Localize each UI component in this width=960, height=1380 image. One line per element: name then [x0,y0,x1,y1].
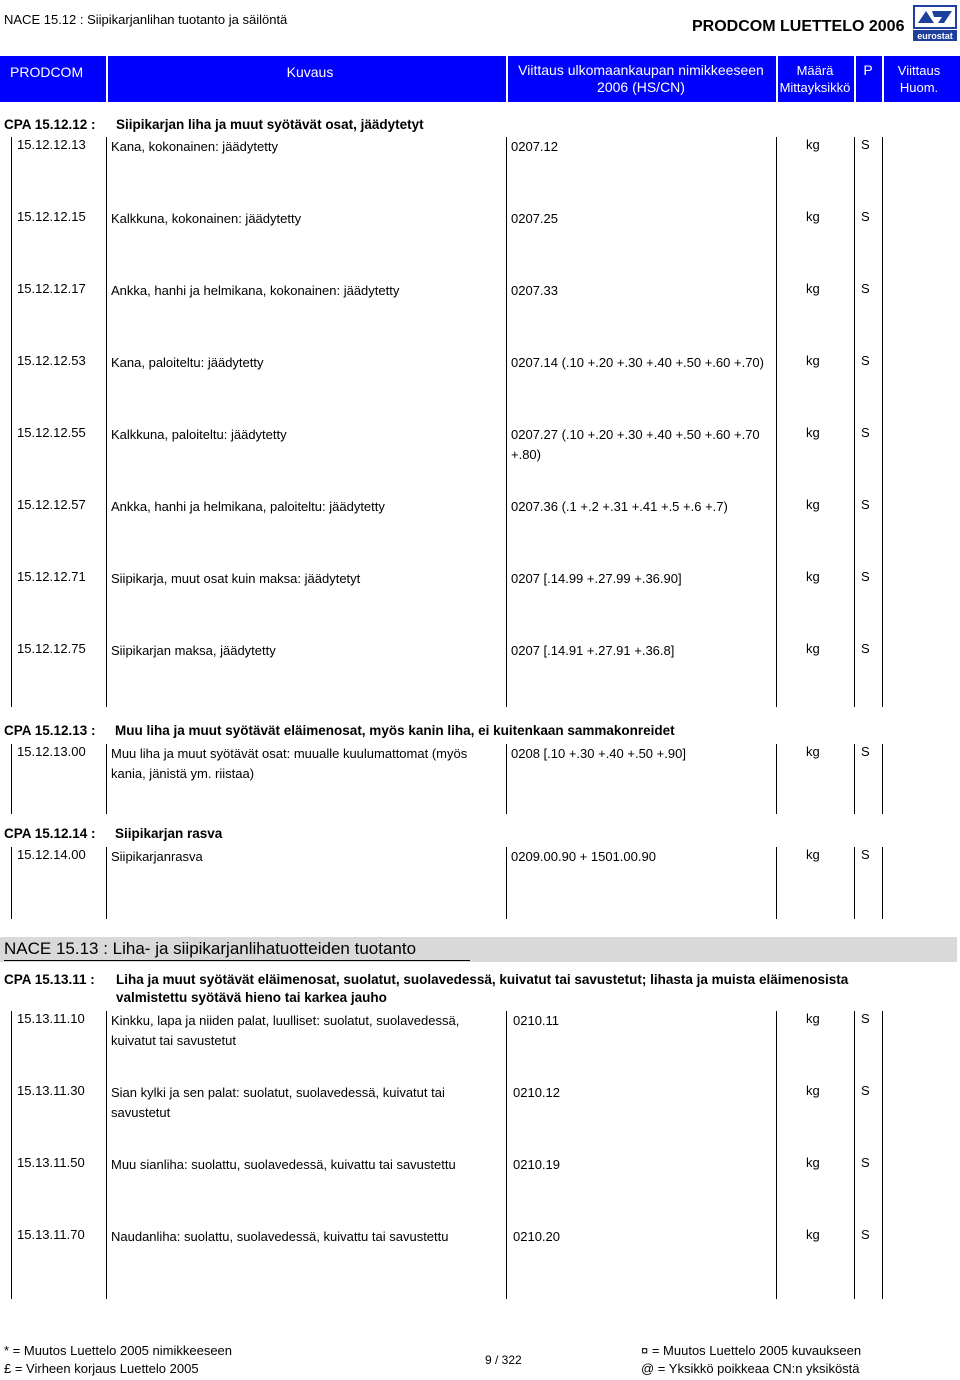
row-description: Siipikarjanrasva [111,849,203,864]
table-row [0,1227,960,1299]
nace-title: NACE 15.13 : Liha- ja siipikarjanlihatuotteiden tuotanto [4,939,417,958]
unit: kg [806,1227,820,1242]
cpa-heading [4,117,424,132]
cpa-text: Siipikarjan liha ja muut syötävät osat, jäädytetyt [116,117,424,132]
hs-cn-reference: 0207.33 [511,283,558,298]
table-row [0,847,960,919]
prodcom-code: 15.12.12.17 [17,281,86,296]
unit: kg [806,641,820,656]
table-row [0,137,960,209]
table-row [0,569,960,641]
cpa-text: Muu liha ja muut syötävät eläimenosat, myös kanin liha, ei kuitenkaan sammakonreidet [115,723,675,738]
cpa-code: CPA 15.12.13 : [4,723,96,738]
table-row [0,641,960,707]
prodcom-code: 15.12.12.75 [17,641,86,656]
p-code: S [861,137,870,152]
col-kuvaus: Kuvaus [286,64,334,80]
col-viittaus-line1: Viittaus ulkomaankaupan nimikkeeseen [518,62,764,78]
cpa-code: CPA 15.12.14 : [4,826,96,841]
col-prodcom: PRODCOM [10,64,84,80]
hs-cn-reference: 0207.12 [511,139,558,154]
hs-cn-reference: 0208 [.10 +.30 +.40 +.50 +.90] [511,746,686,761]
cpa-code: CPA 15.13.11 : [4,972,95,987]
p-code: S [861,569,870,584]
cpa-code: CPA 15.12.12 : [4,117,96,132]
col-huom-line1: Viittaus [897,63,941,78]
unit: kg [806,497,820,512]
footer-note: ¤ = Muutos Luettelo 2005 kuvaukseen [641,1343,862,1358]
cpa-text-line2: valmistettu syötävä hieno tai karkea jauho [116,990,387,1005]
p-code: S [861,497,870,512]
unit: kg [806,425,820,440]
unit: kg [806,353,820,368]
row-description: Muu liha ja muut syötävät osat: muualle kuulumattomat (myös kania, jänistä ym. riistaa) [111,746,468,781]
prodcom-code: 15.12.12.57 [17,497,86,512]
cpa-text: Siipikarjan rasva [115,826,223,841]
p-code: S [861,1083,870,1098]
hs-cn-reference: 0210.11 [513,1013,560,1028]
p-code: S [861,1011,870,1026]
footer-note: * = Muutos Luettelo 2005 nimikkeeseen [4,1343,233,1358]
row-description: Ankka, hanhi ja helmikana, paloiteltu: jäädytetty [111,499,385,514]
table-row [0,1083,960,1155]
unit: kg [806,1155,820,1170]
hs-cn-reference: 0210.12 [513,1085,560,1100]
unit: kg [806,847,820,862]
row-description: Siipikarjan maksa, jäädytetty [111,643,276,658]
row-description: Kana, paloiteltu: jäädytetty [111,355,264,370]
p-code: S [861,281,870,296]
table-row [0,1011,960,1083]
row-description: Ankka, hanhi ja helmikana, kokonainen: jäädytetty [111,283,400,298]
table-row [0,1155,960,1227]
prodcom-code: 15.13.11.70 [17,1227,85,1242]
footer-note: £ = Virheen korjaus Luettelo 2005 [4,1361,199,1376]
p-code: S [861,1155,870,1170]
catalog-title: PRODCOM LUETTELO 2006 [692,18,905,35]
prodcom-code: 15.12.14.00 [17,847,86,862]
prodcom-code: 15.12.12.13 [17,137,86,152]
col-maara-line1: Määrä [796,63,834,78]
hs-cn-reference: 0207.36 (.1 +.2 +.31 +.41 +.5 +.6 +.7) [511,499,728,514]
column-header-bar [0,56,960,102]
prodcom-code: 15.13.11.30 [17,1083,85,1098]
p-code: S [861,425,870,440]
table-row [0,744,960,814]
col-p: P [863,62,873,78]
row-description: Kana, kokonainen: jäädytetty [111,139,278,154]
col-maara-line2: Mittayksikkö [779,80,851,95]
cpa-heading [4,723,675,738]
prodcom-code: 15.12.12.15 [17,209,86,224]
prodcom-code: 15.13.11.10 [17,1011,85,1026]
p-code: S [861,641,870,656]
prodcom-code: 15.12.12.71 [17,569,86,584]
table-row [0,425,960,497]
col-huom-line2: Huom. [899,80,939,95]
prodcom-code: 15.12.12.55 [17,425,86,440]
footer-note: @ = Yksikkö poikkeaa CN:n yksiköstä [641,1361,860,1376]
p-code: S [861,209,870,224]
col-viittaus-line2: 2006 (HS/CN) [597,79,685,95]
p-code: S [861,744,870,759]
unit: kg [806,137,820,152]
p-code: S [861,1227,870,1242]
prodcom-code: 15.12.13.00 [17,744,86,759]
table-row [0,209,960,281]
row-description: Kinkku, lapa ja niiden palat, luulliset: suolatut, suolavedessä, kuivatut tai savustetut [111,1013,460,1048]
cpa-heading [4,972,849,1005]
hs-cn-reference: 0207 [.14.91 +.27.91 +.36.8] [511,643,675,658]
hs-cn-reference: 0210.20 [513,1229,560,1244]
cpa-text-line1: Liha ja muut syötävät eläimenosat, suolatut, suolavedessä, kuivatut tai savustetut; lihasta ja muista eläimenosista [116,972,849,987]
logo-text: eurostat [917,31,953,41]
hs-cn-reference: 0207.14 (.10 +.20 +.30 +.40 +.50 +.60 +.70) [511,355,764,370]
unit: kg [806,1083,820,1098]
row-description: Kalkkuna, paloiteltu: jäädytetty [111,427,287,442]
table-row [0,497,960,569]
document-title: NACE 15.12 : Siipikarjanlihan tuotanto ja säilöntä [4,12,288,27]
hs-cn-reference: 0207.27 (.10 +.20 +.30 +.40 +.50 +.60 +.70 +.80) [511,427,760,462]
row-description: Naudanliha: suolattu, suolavedessä, kuivattu tai savustettu [111,1229,449,1244]
row-description: Kalkkuna, kokonainen: jäädytetty [111,211,302,226]
nace-heading [0,937,957,962]
prodcom-code: 15.12.12.53 [17,353,86,368]
hs-cn-reference: 0207.25 [511,211,558,226]
p-code: S [861,847,870,862]
unit: kg [806,1011,820,1026]
page-number: 9 / 322 [485,1353,522,1367]
table-row [0,281,960,353]
hs-cn-reference: 0207 [.14.99 +.27.99 +.36.90] [511,571,682,586]
unit: kg [806,209,820,224]
row-description: Muu sianliha: suolattu, suolavedessä, kuivattu tai savustettu [111,1157,456,1172]
cpa-heading [4,826,223,841]
unit: kg [806,569,820,584]
prodcom-code: 15.13.11.50 [17,1155,85,1170]
table-row [0,353,960,425]
hs-cn-reference: 0209.00.90 + 1501.00.90 [511,849,656,864]
row-description: Sian kylki ja sen palat: suolatut, suolavedessä, kuivatut tai savustetut [111,1085,445,1120]
row-description: Siipikarja, muut osat kuin maksa: jäädytetyt [111,571,361,586]
p-code: S [861,353,870,368]
unit: kg [806,281,820,296]
unit: kg [806,744,820,759]
hs-cn-reference: 0210.19 [513,1157,560,1172]
eurostat-logo [912,5,958,41]
